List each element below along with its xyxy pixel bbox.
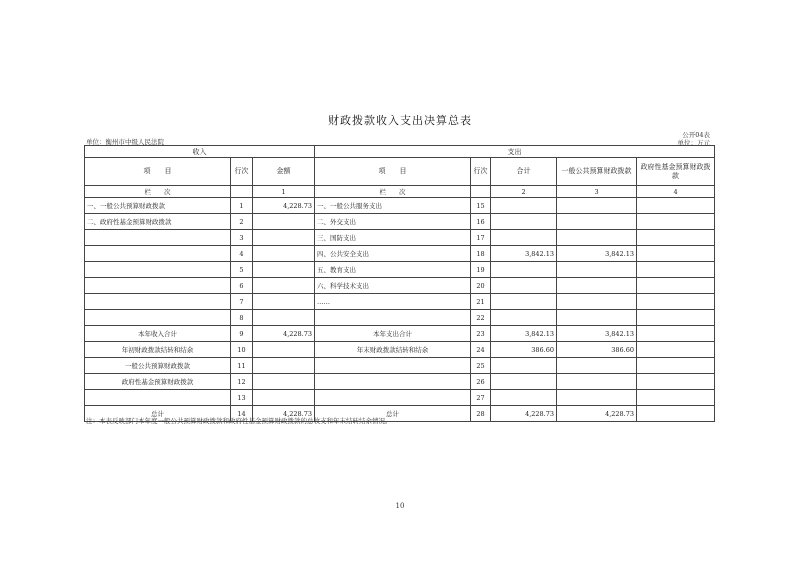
general-budget-cell (557, 278, 637, 294)
general-budget-cell (557, 374, 637, 390)
table-body (85, 198, 715, 422)
gov-fund-cell (637, 246, 715, 262)
income-row-number: 14 (231, 406, 253, 422)
table-row (85, 294, 715, 310)
expense-row-no-header: 行次 (471, 158, 491, 186)
expense-item-cell: 年末财政拨款结转和结余 (315, 342, 471, 358)
income-amount-cell (253, 278, 315, 294)
income-row-number: 2 (231, 214, 253, 230)
income-row-number: 12 (231, 374, 253, 390)
expense-item-cell: 四、公共安全支出 (315, 246, 471, 262)
general-budget-cell: 3,842.13 (557, 246, 637, 262)
income-item-cell: 总计 (85, 406, 231, 422)
expense-total-cell: 3,842.13 (491, 326, 557, 342)
gov-fund-cell (637, 406, 715, 422)
expense-row-number: 17 (471, 230, 491, 246)
expense-total-cell (491, 310, 557, 326)
gov-fund-cell (637, 390, 715, 406)
expense-row-number: 21 (471, 294, 491, 310)
gov-fund-cell (637, 214, 715, 230)
income-row-number: 7 (231, 294, 253, 310)
gov-fund-cell (637, 374, 715, 390)
general-budget-cell: 386.60 (557, 342, 637, 358)
table-row (85, 358, 715, 374)
expense-item-cell (315, 358, 471, 374)
expense-code-gov: 4 (637, 186, 715, 198)
expense-total-cell (491, 294, 557, 310)
income-row-number: 13 (231, 390, 253, 406)
page-number: 10 (395, 502, 405, 510)
expense-row-number: 20 (471, 278, 491, 294)
income-amount-cell (253, 374, 315, 390)
expense-row-number: 26 (471, 374, 491, 390)
expense-code-label: 栏 次 (315, 186, 471, 198)
general-budget-cell (557, 358, 637, 374)
expense-code-blank (471, 186, 491, 198)
income-row-number: 1 (231, 198, 253, 214)
expense-total-cell (491, 278, 557, 294)
expense-item-cell (315, 374, 471, 390)
expense-item-cell (315, 310, 471, 326)
gov-fund-cell (637, 342, 715, 358)
gov-fund-cell (637, 310, 715, 326)
income-section-header: 收入 (85, 146, 315, 158)
income-amount-cell (253, 294, 315, 310)
income-amount-cell (253, 358, 315, 374)
income-item-header: 项 目 (85, 158, 231, 186)
income-row-number: 11 (231, 358, 253, 374)
income-item-cell (85, 230, 231, 246)
income-row-number: 6 (231, 278, 253, 294)
general-budget-cell (557, 198, 637, 214)
expense-item-cell: 二、外交支出 (315, 214, 471, 230)
expense-total-cell: 4,228.73 (491, 406, 557, 422)
income-code-amount: 1 (253, 186, 315, 198)
income-row-no-header: 行次 (231, 158, 253, 186)
column-code-row (85, 186, 715, 198)
expense-item-cell: 本年支出合计 (315, 326, 471, 342)
table-row (85, 310, 715, 326)
table-row (85, 198, 715, 214)
table-row (85, 246, 715, 262)
income-item-cell: 本年收入合计 (85, 326, 231, 342)
table-footnote: 注：本表反映部门本年度一般公共预算财政拨款和政府性基金预算财政拨款的总收支和年末结转结余情况。 (86, 417, 392, 425)
expense-section-header: 支出 (315, 146, 715, 158)
table-row (85, 342, 715, 358)
expense-total-cell (491, 390, 557, 406)
expense-row-number: 22 (471, 310, 491, 326)
income-row-number: 8 (231, 310, 253, 326)
table-row (85, 278, 715, 294)
income-amount-cell (253, 246, 315, 262)
expense-row-number: 18 (471, 246, 491, 262)
table-row (85, 326, 715, 342)
general-budget-cell (557, 390, 637, 406)
general-budget-cell (557, 294, 637, 310)
table-row (85, 262, 715, 278)
expense-code-total: 2 (491, 186, 557, 198)
table-row (85, 374, 715, 390)
income-item-cell: 年初财政拨款结转和结余 (85, 342, 231, 358)
currency-unit: 单位：万元 (677, 139, 710, 147)
expense-item-cell: 五、教育支出 (315, 262, 471, 278)
expense-row-number: 28 (471, 406, 491, 422)
income-item-cell (85, 246, 231, 262)
expense-total-cell (491, 358, 557, 374)
income-item-cell: 一般公共预算财政拨款 (85, 358, 231, 374)
income-code-label: 栏 次 (85, 186, 231, 198)
page-title: 财政拨款收入支出决算总表 (328, 114, 472, 127)
expense-item-cell: 总计 (315, 406, 471, 422)
income-code-blank (231, 186, 253, 198)
income-item-cell: 一、一般公共预算财政拨款 (85, 198, 231, 214)
income-amount-cell (253, 342, 315, 358)
income-amount-cell: 4,228.73 (253, 326, 315, 342)
expense-item-cell: 一、一般公共服务支出 (315, 198, 471, 214)
income-row-number: 5 (231, 262, 253, 278)
income-amount-cell (253, 310, 315, 326)
income-row-number: 4 (231, 246, 253, 262)
income-amount-header: 金额 (253, 158, 315, 186)
expense-total-cell (491, 374, 557, 390)
table-row (85, 390, 715, 406)
general-budget-cell (557, 310, 637, 326)
income-item-cell: 政府性基金预算财政拨款 (85, 374, 231, 390)
expense-item-cell: …… (315, 294, 471, 310)
income-row-number: 10 (231, 342, 253, 358)
expense-row-number: 24 (471, 342, 491, 358)
income-item-cell (85, 294, 231, 310)
income-amount-cell: 4,228.73 (253, 406, 315, 422)
income-amount-cell (253, 390, 315, 406)
gov-fund-cell (637, 262, 715, 278)
expense-row-number: 16 (471, 214, 491, 230)
income-item-cell (85, 278, 231, 294)
fiscal-summary-table (84, 145, 715, 422)
expense-item-cell: 三、国防支出 (315, 230, 471, 246)
general-budget-cell: 3,842.13 (557, 326, 637, 342)
income-amount-cell: 4,228.73 (253, 198, 315, 214)
reporting-unit: 单位：衡州市中级人民法院 (86, 138, 164, 146)
expense-total-cell: 3,842.13 (491, 246, 557, 262)
expense-row-number: 23 (471, 326, 491, 342)
income-item-cell (85, 262, 231, 278)
general-budget-cell (557, 262, 637, 278)
table-row (85, 214, 715, 230)
expense-total-cell: 386.60 (491, 342, 557, 358)
expense-total-cell (491, 262, 557, 278)
gov-fund-cell (637, 230, 715, 246)
expense-row-number: 15 (471, 198, 491, 214)
expense-item-cell (315, 390, 471, 406)
expense-total-header: 合计 (491, 158, 557, 186)
income-row-number: 3 (231, 230, 253, 246)
gov-fund-cell (637, 294, 715, 310)
column-header-row (85, 158, 715, 186)
expense-row-number: 19 (471, 262, 491, 278)
gov-fund-cell (637, 326, 715, 342)
gov-fund-cell (637, 198, 715, 214)
general-budget-cell (557, 214, 637, 230)
expense-code-general: 3 (557, 186, 637, 198)
expense-row-number: 25 (471, 358, 491, 374)
income-item-cell (85, 390, 231, 406)
income-amount-cell (253, 262, 315, 278)
gov-fund-cell (637, 358, 715, 374)
expense-item-header: 项 目 (315, 158, 471, 186)
income-row-number: 9 (231, 326, 253, 342)
expense-row-number: 27 (471, 390, 491, 406)
income-item-cell: 二、政府性基金预算财政拨款 (85, 214, 231, 230)
expense-total-cell (491, 198, 557, 214)
expense-total-cell (491, 214, 557, 230)
gov-fund-header: 政府性基金预算财政拨款 (637, 158, 715, 186)
general-budget-cell (557, 230, 637, 246)
gov-fund-cell (637, 278, 715, 294)
general-budget-header: 一般公共预算财政拨款 (557, 158, 637, 186)
expense-item-cell: 六、科学技术支出 (315, 278, 471, 294)
table-row (85, 230, 715, 246)
general-budget-cell: 4,228.73 (557, 406, 637, 422)
income-amount-cell (253, 230, 315, 246)
expense-total-cell (491, 230, 557, 246)
income-item-cell (85, 310, 231, 326)
section-header-row (85, 146, 715, 158)
income-amount-cell (253, 214, 315, 230)
form-code: 公开04表 (682, 131, 710, 139)
